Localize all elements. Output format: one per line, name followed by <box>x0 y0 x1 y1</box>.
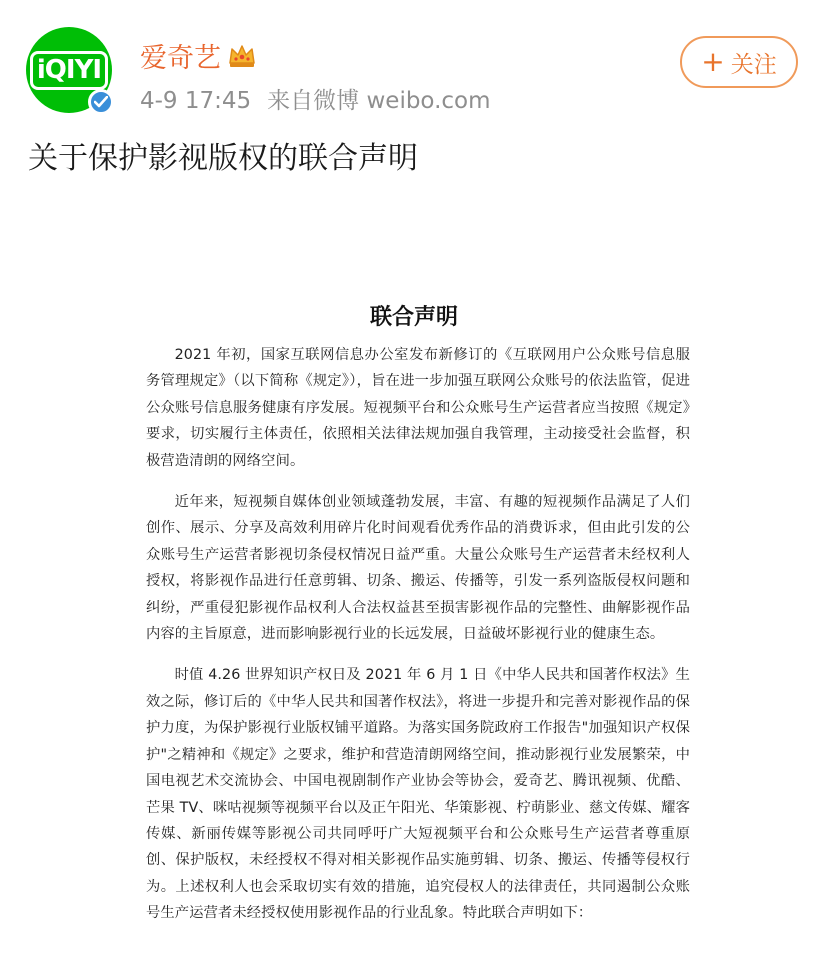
verified-badge-icon <box>88 89 114 115</box>
document-heading: 联合声明 <box>369 305 458 330</box>
post-source: 来自微博 weibo.com <box>267 88 491 114</box>
follow-label: 关注 <box>730 51 777 78</box>
statement-image[interactable] <box>0 290 828 963</box>
post-timestamp: 4-9 17:45 <box>140 88 252 114</box>
follow-button[interactable] <box>680 36 798 88</box>
document-body <box>146 342 690 942</box>
plus-icon: + <box>701 45 725 78</box>
document-paragraph-1: 2021 年初，国家互联网信息办公室发布新修订的《互联网用户公众账号信息服务管理规定》（以下简称《规定》），旨在进一步加强互联网公众账号的依法监管，促进公众账号信息服务健康有序发展。短视频平台和公众账号生产运营者应当按照《规定》要求，切实履行主体责任，依照相关法律法规加强自我管理，主动接受社会监督，积极营造清朗的网络空间。 <box>146 347 690 469</box>
crown-icon[interactable] <box>227 42 257 70</box>
author-row <box>140 36 257 75</box>
author-name[interactable]: 爱奇艺 <box>140 43 221 74</box>
avatar-logo-text: iQIYI <box>30 51 108 90</box>
post-title: 关于保护影视版权的联合声明 <box>28 141 418 176</box>
post-header <box>0 0 828 176</box>
document-paragraph-2: 近年来，短视频自媒体创业领域蓬勃发展，丰富、有趣的短视频作品满足了人们创作、展示、分享及高效利用碎片化时间观看优秀作品的消费诉求，但由此引发的公众账号生产运营者影视切条侵权情况日益严重。大量公众账号生产运营者未经权利人授权，将影视作品进行任意剪辑、切条、搬运、传播等，引发一系列盗版侵权问题和纠纷，严重侵犯影视作品权利人合法权益甚至损害影视作品的完整性、曲解影视作品内容的主旨原意，进而影响影视行业的长远发展，日益破坏影视行业的健康生态。 <box>146 494 690 643</box>
document-paragraph-3: 时值 4.26 世界知识产权日及 2021 年 6 月 1 日《中华人民共和国著作权法》生效之际，修订后的《中华人民共和国著作权法》，将进一步提升和完善对影视作品的保护力度，为保护影视行业版权铺平道路。为落实国务院政府工作报告"加强知识产权保护"之精神和《规定》之要求，维护和营造清朗网络空间，推动影视行业发展繁荣，中国电视艺术交流协会、中国电视剧制作产业协会等协会，爱奇艺、腾讯视频、优酷、芒果 TV、咪咕视频等视频平台以及正午阳光、华策影视、柠萌影业、慈文传媒、耀客传媒、新丽传媒等影视公司共同呼吁广大短视频平台和公众账号生产运营者尊重原创、保护版权，未经授权不得对相关影视作品实施剪辑、切条、搬运、传播等侵权行为。上述权利人也会采取切实有效的措施，追究侵权人的法律责任，共同遏制公众账号生产运营者未经授权使用影视作品的行业乱象。特此联合声明如下： <box>146 667 690 922</box>
avatar[interactable] <box>26 27 112 113</box>
post-meta <box>140 82 507 115</box>
